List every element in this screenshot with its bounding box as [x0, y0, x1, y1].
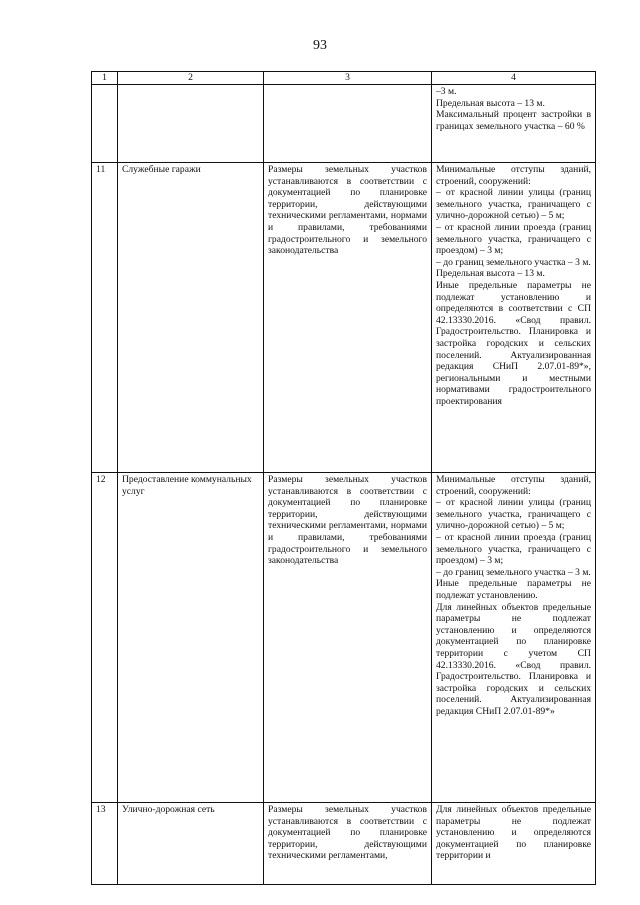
table-row [92, 163, 596, 473]
column-header: 1 [92, 72, 118, 85]
param-line: Минимальные отступы зданий, строений, сооружений: [436, 164, 591, 187]
param-line: – до границ земельного участка – 3 м. [436, 566, 591, 578]
params-cell [432, 803, 596, 885]
param-line: Иные предельные параметры не подлежат установлению и определяются в соответствии с СП 42.13330.2016. «Свод правил. Градостроительство. Планировка и застройка городских и сельских поселений. Актуализированная редакция СНиП 2.07.01-89*», региональными и местными нормативами градостроительного проектирования [436, 279, 591, 407]
param-line: Максимальный процент застройки в границах земельного участка – 60 % [436, 109, 591, 132]
param-line: Для линейных объектов предельные параметры не подлежат установлению и определяются документацией по планировке территории и [436, 804, 591, 862]
param-line: Предельная высота – 13 м. [436, 97, 545, 109]
param-line: Иные предельные параметры не подлежат установлению. [436, 578, 591, 601]
use-name-cell: Предоставление коммунальных услуг [118, 473, 264, 803]
param-line: Для линейных объектов предельные параметры не подлежат установлению и определяются документацией по планировке территории с учетом СП 42.13330.2016. «Свод правил. Градостроительство. Планировка и застройка городских и сельских поселений. Актуализированная редакция СНиП 2.07.01-89*» [436, 601, 591, 717]
row-number-cell: 12 [92, 473, 118, 803]
zoning-parameters-table [91, 71, 596, 885]
continuation-row [92, 85, 596, 163]
use-name-cell: Служебные гаражи [118, 163, 264, 473]
table-row [92, 473, 596, 803]
description-cell: Размеры земельных участков устанавливаются в соответствии с документацией по планировке территории, действующими техническими регламентами, нормами и правилами, требованиями градостроительного и земельного законодательства [264, 163, 432, 473]
use-name-cell: Улично-дорожная сеть [118, 803, 264, 885]
page-number: 93 [313, 38, 327, 53]
param-line: – от красной линии проезда (границ земельного участка, граничащего с проездом) – 3 м; [436, 221, 591, 257]
param-line: – до границ земельного участка – 3 м. [436, 256, 591, 268]
param-line: –3 м. [436, 86, 457, 97]
params-cell [432, 473, 596, 803]
param-line: Предельная высота – 13 м. [436, 268, 545, 280]
column-header: 2 [118, 72, 264, 85]
param-line: – от красной линии улицы (границ земельного участка, граничащего с улично-дорожной сетью) – 5 м; [436, 497, 591, 532]
params-cell [432, 163, 596, 473]
param-line: – от красной линии улицы (границ земельного участка, граничащего с улично-дорожной сетью) – 5 м; [436, 187, 591, 222]
description-cell: Размеры земельных участков устанавливаются в соответствии с документацией по планировке территории, действующими техническими регламентами, нормами и правилами, требованиями градостроительного и земельного законодательства [264, 473, 432, 803]
row-number-cell [92, 85, 118, 163]
use-name-cell [118, 85, 264, 163]
params-cell [432, 85, 596, 163]
table-row [92, 803, 596, 885]
row-number-cell: 11 [92, 163, 118, 473]
param-line: Минимальные отступы зданий, строений, сооружений: [436, 474, 591, 497]
table-header-row [92, 72, 596, 85]
description-cell: Размеры земельных участков устанавливаются в соответствии с документацией по планировке территории, действующими техническими регламентами, [264, 803, 432, 885]
description-cell [264, 85, 432, 163]
row-number-cell: 13 [92, 803, 118, 885]
column-header: 3 [264, 72, 432, 85]
column-header: 4 [432, 72, 596, 85]
param-line: – от красной линии проезда (границ земельного участка, граничащего с проездом) – 3 м; [436, 531, 591, 567]
